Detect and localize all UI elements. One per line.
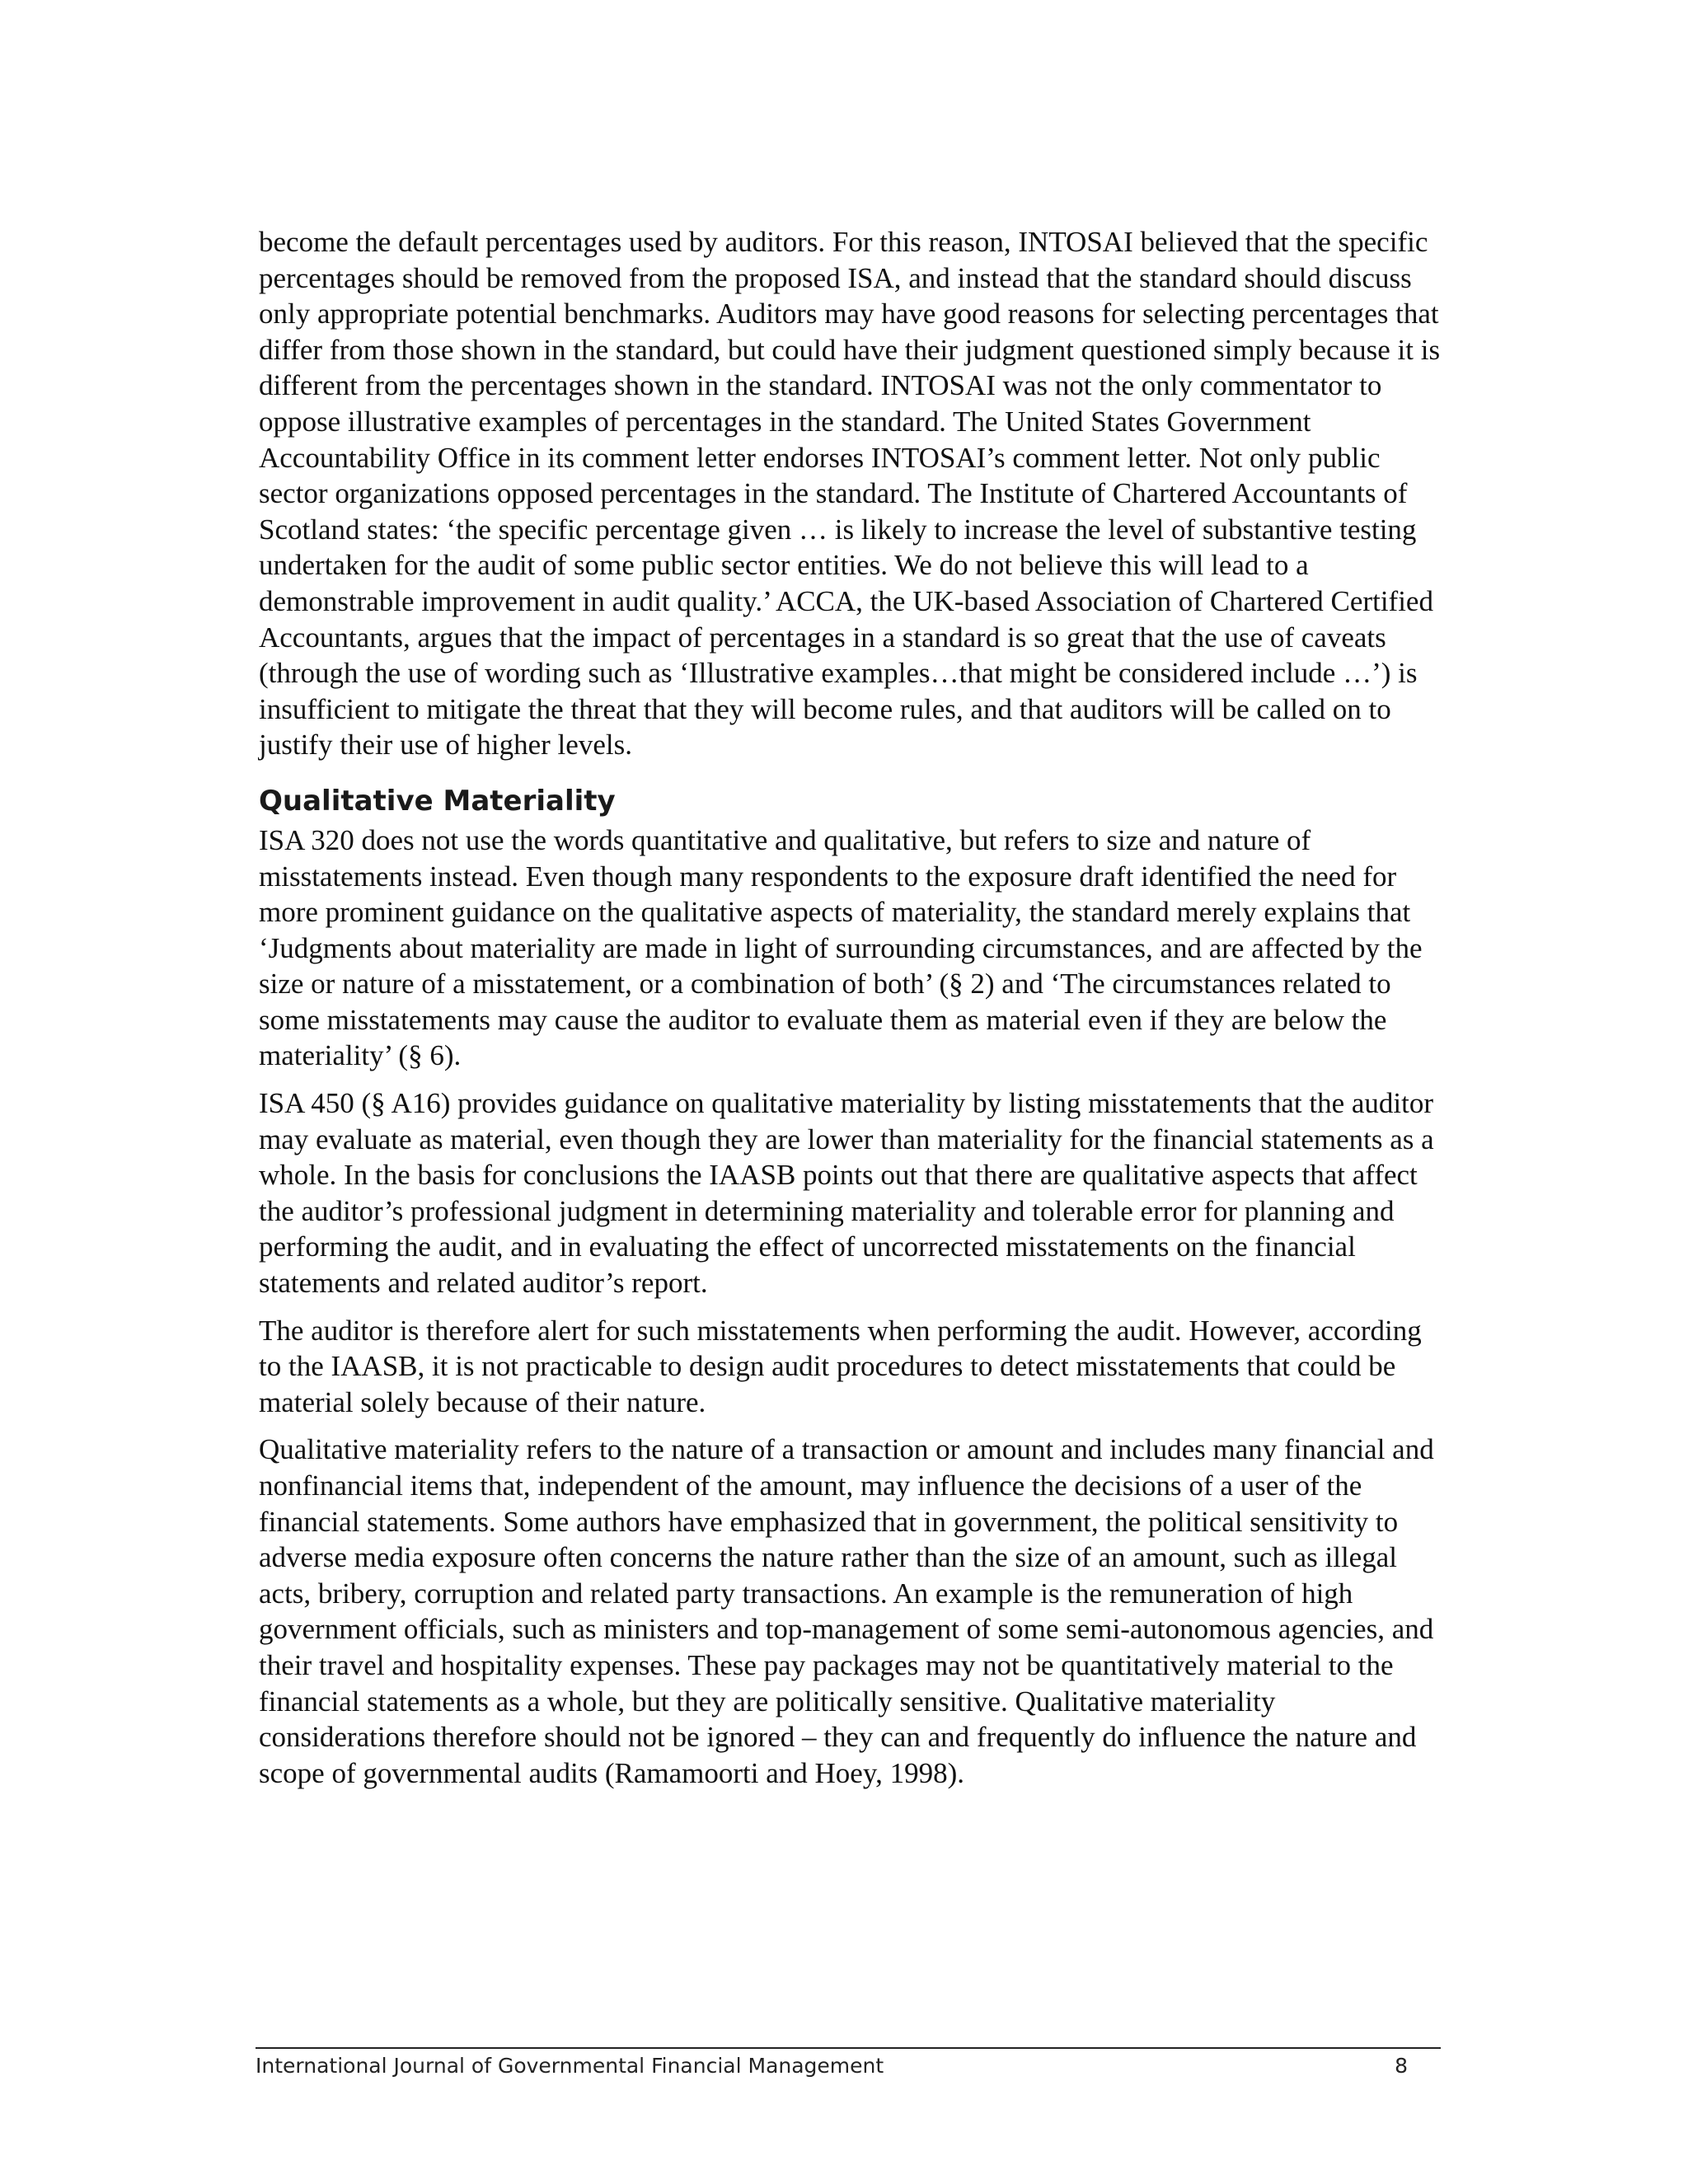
body-paragraph-5: Qualitative materiality refers to the nature of a transaction or amount and includes many financial and nonfinancial items that, independent of the amount, may influence the decisions of a user of the financial statements. Some authors have emphasized that in government, the political sensitivity to adverse media exposure often concerns the nature rather than the size of an amount, such as illegal acts, bribery, corruption and related party transactions. An example is the remuneration of high government officials, such as ministers and top-management of some semi-autonomous agencies, and their travel and hospitality expenses. These pay packages may not be quantitatively material to the financial statements as a whole, but they are politically sensitive. Qualitative materiality considerations therefore should not be ignored – they can and frequently do influence the nature and scope of governmental audits (Ramamoorti and Hoey, 1998).: [259, 1433, 1434, 1789]
body-paragraph-1: become the default percentages used by auditors. For this reason, INTOSAI believed that the specific percentages should be removed from the proposed ISA, and instead that the standard should discuss only appropriate potential benchmarks. Auditors may have good reasons for selecting percentages that differ from those shown in the standard, but could have their judgment questioned simply because it is different from the percentages shown in the standard. INTOSAI was not the only commentator to oppose illustrative examples of percentages in the standard. The United States Government Accountability Office in its comment letter endorses INTOSAI’s comment letter. Not only public sector organizations opposed percentages in the standard. The Institute of Chartered Accountants of Scotland states: ‘the specific percentage given … is likely to increase the level of substantive testing undertaken for the audit of some public sector entities. We do not believe this will lead to a demonstrable improvement in audit quality.’ ACCA, the UK-based Association of Chartered Certified Accountants, argues that the impact of percentages in a standard is so great that the use of caveats (through the use of wording such as ‘Illustrative examples…that might be considered include …’) is insufficient to mitigate the threat that they will become rules, and that auditors will be called on to justify their use of higher levels.: [259, 226, 1441, 762]
page-footer: [256, 2047, 1441, 2080]
footer-page-number: 8: [1395, 2054, 1408, 2078]
body-paragraph-4: The auditor is therefore alert for such misstatements when performing the audit. However, according to the IAASB, it is not practicable to design audit procedures to detect misstatements that could be material solely because of their nature.: [259, 1314, 1422, 1418]
footer-journal-name: International Journal of Governmental Financial Management: [256, 2054, 884, 2078]
body-paragraph-3: ISA 450 (§ A16) provides guidance on qualitative materiality by listing misstatements that the auditor may evaluate as material, even though they are lower than materiality for the financial statements as a whole. In the basis for conclusions the IAASB points out that there are qualitative aspects that affect the auditor’s professional judgment in determining materiality and tolerable error for planning and performing the audit, and in evaluating the effect of uncorrected misstatements on the financial statements and related auditor’s report.: [259, 1087, 1434, 1300]
page-body: [259, 224, 1446, 1802]
body-paragraph-2: ISA 320 does not use the words quantitative and qualitative, but refers to size and nature of misstatements instead. Even though many respondents to the exposure draft identified the need for more prominent guidance on the qualitative aspects of materiality, the standard merely explains that ‘Judgments about materiality are made in light of surrounding circumstances, and are affected by the size or nature of a misstatement, or a combination of both’ (§ 2) and ‘The circumstances related to some misstatements may cause the auditor to evaluate them as material even if they are below the materiality’ (§ 6).: [259, 823, 1423, 1072]
section-heading-qualitative-materiality: Qualitative Materiality: [259, 784, 616, 818]
